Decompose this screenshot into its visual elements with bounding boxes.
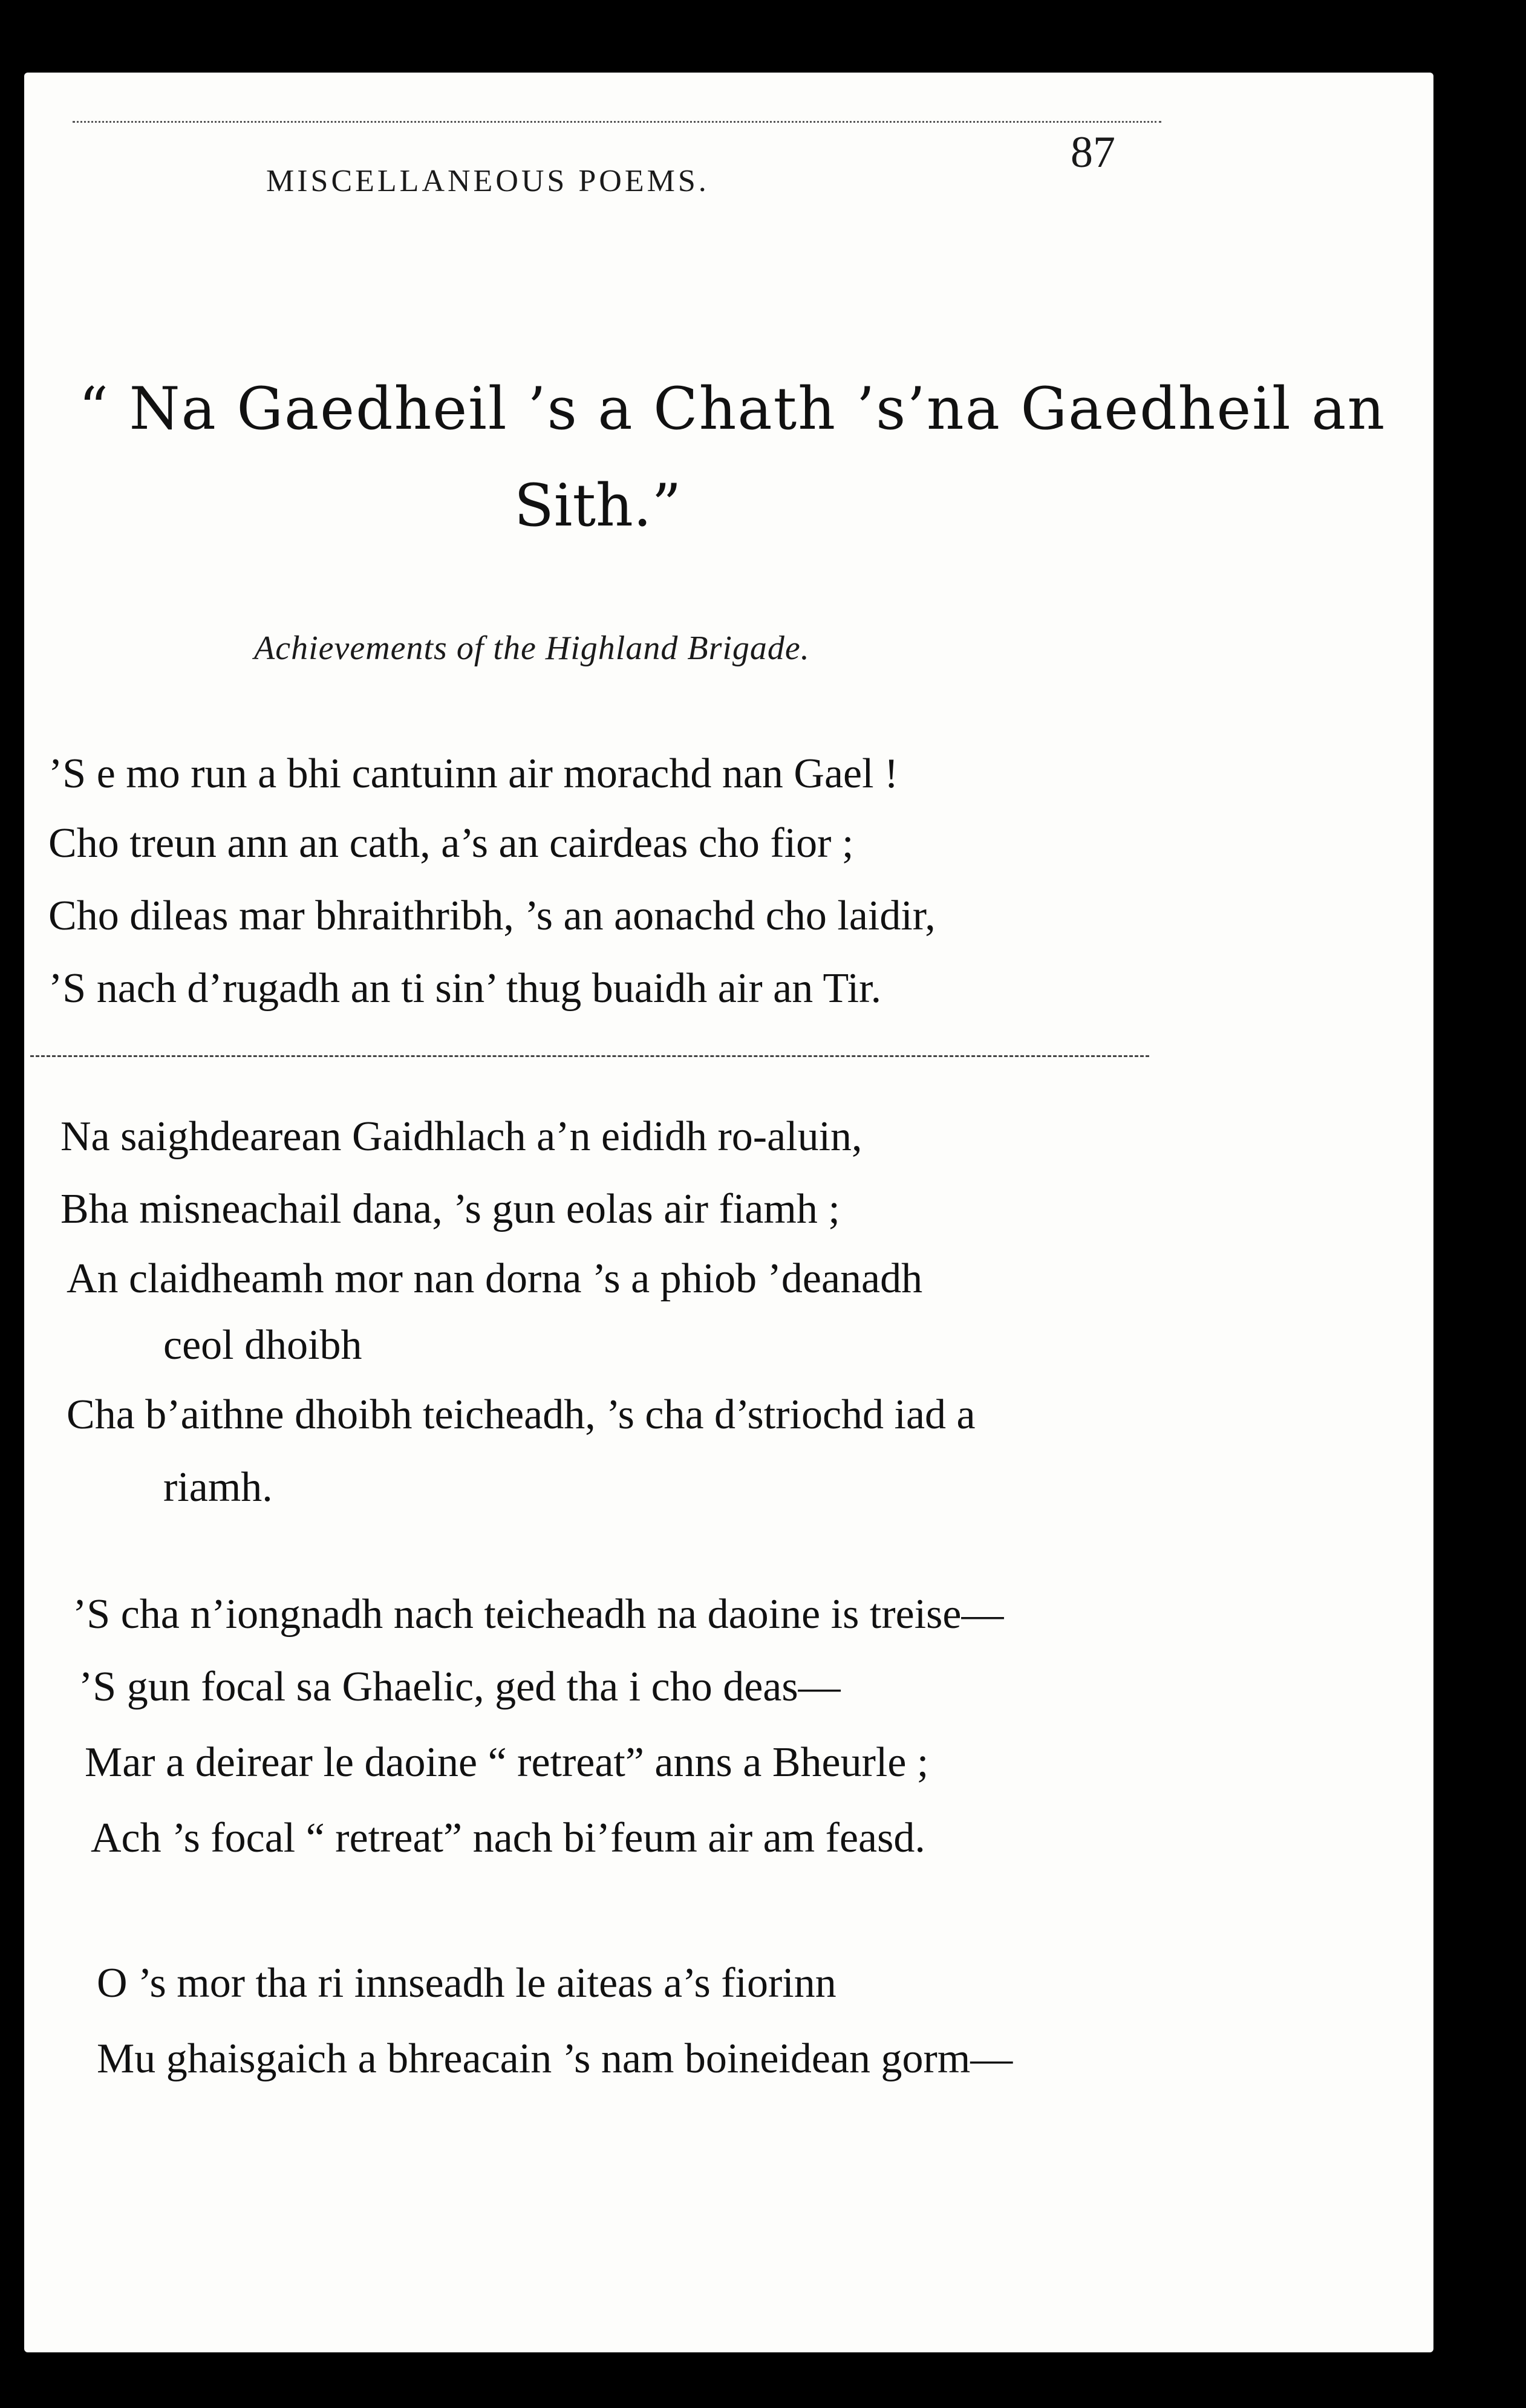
verse-line: Mu ghaisgaich a bhreacain ’s nam boineidean gorm— [97, 2035, 1013, 2082]
verse-line: riamh. [163, 1464, 273, 1511]
verse-line: ceol dhoibh [163, 1322, 362, 1368]
verse-line: ’S e mo run a bhi cantuinn air morachd nan Gael ! [48, 750, 899, 797]
verse-line: ’S nach d’rugadh an ti sin’ thug buaidh air an Tir. [48, 965, 882, 1012]
verse-line: ’S cha n’iongnadh nach teicheadh na daoine is treise— [73, 1591, 1004, 1638]
poem-subtitle: Achievements of the Highland Brigade. [254, 630, 810, 667]
verse-line: O ’s mor tha ri innseadh le aiteas a’s fiorinn [97, 1960, 836, 2006]
verse-line: Na saighdearean Gaidhlach a’n eididh ro-aluin, [60, 1113, 862, 1160]
verse-line: Bha misneachail dana, ’s gun eolas air fiamh ; [60, 1186, 840, 1232]
page-number: 87 [1071, 128, 1115, 177]
poem-title-line-1: “ Na Gaedheil ’s a Chath ’s’na Gaedheil an [79, 375, 1386, 443]
verse-line: Cha b’aithne dhoibh teicheadh, ’s cha d’striochd iad a [67, 1391, 976, 1438]
poem-title-line-2: Sith.” [514, 472, 682, 539]
running-head: MISCELLANEOUS POEMS. [266, 164, 709, 198]
verse-line: Cho dileas mar bhraithribh, ’s an aonachd cho laidir, [48, 893, 936, 939]
verse-line: Ach ’s focal “ retreat” nach bi’feum air am feasd. [91, 1815, 925, 1861]
section-divider [30, 1055, 1149, 1057]
verse-line: Cho treun ann an cath, a’s an cairdeas cho fior ; [48, 820, 854, 867]
header-rule [73, 121, 1161, 123]
verse-line: Mar a deirear le daoine “ retreat” anns a Bheurle ; [85, 1739, 929, 1786]
verse-line: ’S gun focal sa Ghaelic, ged tha i cho deas— [79, 1664, 841, 1710]
verse-line: An claidheamh mor nan dorna ’s a phiob ’deanadh [67, 1255, 923, 1302]
